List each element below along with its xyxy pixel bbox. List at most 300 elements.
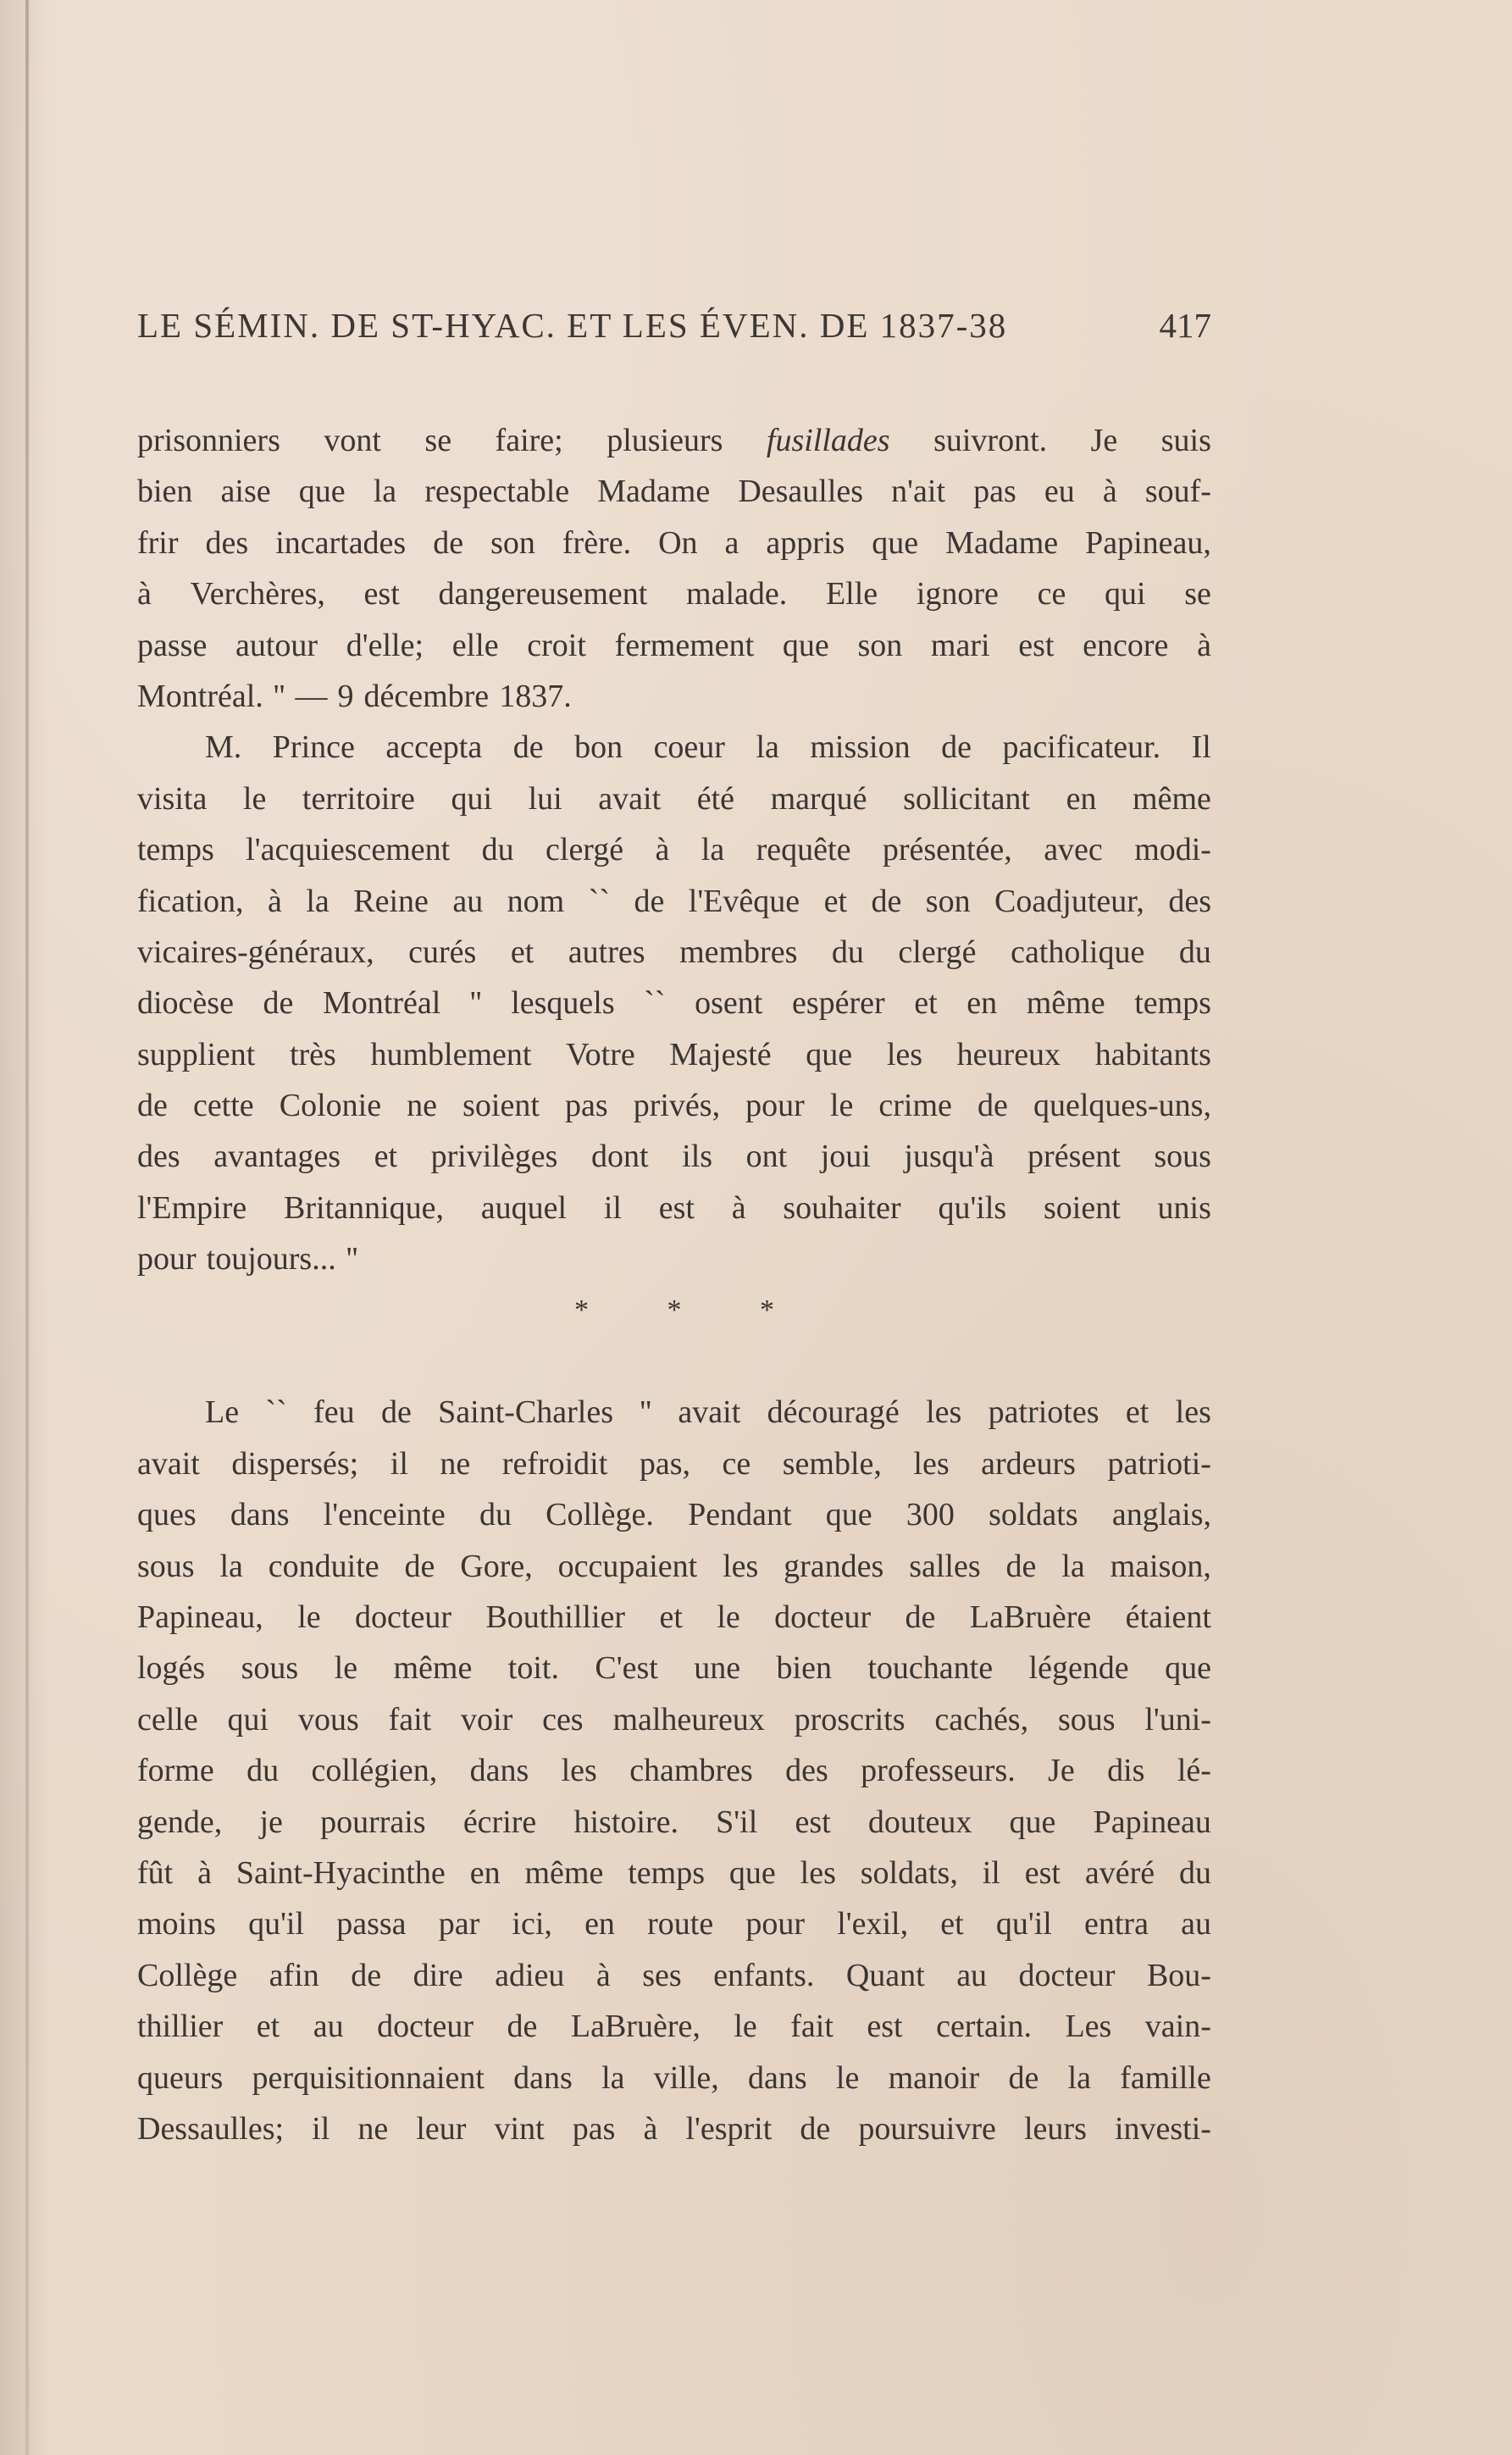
word: semble, <box>782 1445 882 1482</box>
word: l'acquiescement <box>246 832 451 868</box>
word: cette <box>192 1088 254 1124</box>
page-binding-edge <box>25 0 29 2455</box>
word: anglais, <box>1111 1497 1211 1533</box>
word: famille <box>1120 2059 1211 2096</box>
word: décembre <box>363 678 490 714</box>
text-line <box>137 1898 1211 1949</box>
word: très <box>289 1036 336 1072</box>
word: Je <box>1048 1753 1075 1789</box>
word: toujours... <box>206 1241 336 1277</box>
word: il <box>390 1445 408 1482</box>
word: avait <box>137 1445 200 1482</box>
word: en <box>469 1854 501 1891</box>
word: quelques-uns, <box>1033 1088 1211 1124</box>
text-line <box>137 927 1211 978</box>
text-line <box>137 1848 1211 1898</box>
word: Je <box>1090 423 1118 458</box>
word: la <box>756 729 779 766</box>
word: dire <box>413 1957 463 1993</box>
word: écrire <box>462 1804 537 1840</box>
word: crime <box>878 1088 952 1124</box>
word: dans <box>513 2059 573 2096</box>
word: pourrais <box>320 1804 426 1840</box>
word: est <box>867 2009 903 2045</box>
word: mission <box>810 729 911 766</box>
word: souhaiter <box>783 1189 901 1226</box>
word: humblement <box>370 1036 532 1072</box>
word: logés <box>137 1650 206 1687</box>
text-line <box>137 568 1211 619</box>
text-line <box>137 1029 1211 1080</box>
text-line <box>137 1643 1211 1693</box>
word: étaient <box>1125 1599 1211 1635</box>
word: à <box>1102 474 1117 510</box>
word: Madame <box>945 524 1059 561</box>
word: Montréal <box>323 985 441 1022</box>
word: à <box>731 1189 746 1226</box>
text-line <box>137 1233 1211 1284</box>
word: le <box>829 1088 854 1124</box>
word: l'uni- <box>1144 1701 1211 1737</box>
word: pas <box>973 474 1016 510</box>
word: présentée, <box>882 832 1012 868</box>
word: que <box>872 524 919 561</box>
word: au <box>452 883 484 919</box>
word: refroidit <box>501 1445 608 1482</box>
word: soient <box>1043 1189 1121 1226</box>
word: que <box>782 627 829 663</box>
word: souf- <box>1144 474 1211 510</box>
word: leurs <box>1023 2110 1087 2147</box>
word: pas, <box>639 1445 690 1482</box>
word: le <box>835 2059 860 2096</box>
word: chambres <box>629 1753 753 1789</box>
word: fait <box>790 2009 834 2045</box>
text-line <box>137 2001 1211 2052</box>
word: bon <box>574 729 623 766</box>
word: feu <box>313 1394 355 1431</box>
text-line <box>137 773 1211 824</box>
word: ses <box>642 1957 682 1993</box>
word: à <box>643 2110 658 2147</box>
word: pour <box>745 1906 806 1942</box>
word: ont <box>745 1139 788 1175</box>
word: habitants <box>1094 1036 1211 1072</box>
word: M. <box>205 729 242 766</box>
word: nom <box>507 883 565 919</box>
word: la <box>219 1548 243 1584</box>
word: qu'il <box>248 1906 305 1942</box>
word: passa <box>336 1906 407 1942</box>
word: Reine <box>353 883 429 919</box>
word: dis <box>1107 1753 1145 1789</box>
word: que <box>825 1497 872 1533</box>
word: requête <box>756 832 851 868</box>
word: des <box>785 1753 828 1789</box>
word: au <box>1181 1906 1211 1942</box>
word: Desaulles <box>738 474 864 510</box>
page-number: 417 <box>1159 306 1211 345</box>
word: gende, <box>137 1804 223 1840</box>
word: de <box>137 1088 168 1124</box>
paragraph-1 <box>137 415 1211 722</box>
word: '' <box>346 1241 358 1277</box>
word: fermement <box>614 627 755 663</box>
word: les <box>723 1548 759 1584</box>
word: espérer <box>791 985 885 1022</box>
word: à <box>655 832 670 868</box>
word: Le <box>205 1394 240 1431</box>
word: à <box>268 883 282 919</box>
text-line <box>137 1387 1211 1438</box>
word: respectable <box>424 474 570 510</box>
word: de <box>512 729 544 766</box>
word: à <box>137 576 152 612</box>
text-line <box>137 2103 1211 2154</box>
word: modi- <box>1134 832 1211 868</box>
word: LaBruère, <box>570 2009 701 2045</box>
word: ardeurs <box>981 1445 1076 1482</box>
word: dangereusement <box>438 576 648 612</box>
word: les <box>800 1854 836 1891</box>
word: Gore, <box>460 1548 533 1584</box>
word: vint <box>494 2110 545 2147</box>
word: les <box>886 1036 923 1072</box>
word: frère. <box>562 524 632 561</box>
word: des <box>205 524 249 561</box>
word: sollicitant <box>903 780 1030 817</box>
word: Saint-Hyacinthe <box>235 1854 446 1891</box>
word: la <box>701 832 725 868</box>
word: bien <box>137 474 193 510</box>
word: patrioti- <box>1107 1445 1211 1482</box>
word: il <box>312 2110 330 2147</box>
word: la <box>306 883 330 919</box>
word: ville, <box>653 2059 719 2096</box>
word: bien <box>776 1650 832 1687</box>
word: docteur <box>377 2009 474 2045</box>
text-line <box>137 1183 1211 1233</box>
word: pas <box>572 2110 616 2147</box>
word: touchante <box>867 1650 994 1687</box>
word: aise <box>220 474 271 510</box>
word: des <box>1168 883 1211 919</box>
word: histoire. <box>573 1804 678 1840</box>
text-line <box>137 1797 1211 1848</box>
text-line <box>137 1745 1211 1796</box>
word: grandes <box>784 1548 884 1584</box>
word: vont <box>324 423 381 458</box>
word: 9 <box>337 678 354 714</box>
text-line <box>137 876 1211 927</box>
text-line <box>137 1131 1211 1182</box>
word: suis <box>1160 423 1211 458</box>
word: enfants. <box>713 1957 815 1993</box>
word: dans <box>230 1497 290 1533</box>
word: la <box>1067 2059 1091 2096</box>
word: de <box>1008 2059 1039 2096</box>
word: la <box>601 2059 625 2096</box>
word: à <box>1197 627 1211 663</box>
word: dispersés; <box>231 1445 359 1482</box>
word: malheureux <box>612 1701 765 1737</box>
word: Saint-Charles <box>438 1394 614 1431</box>
word: pour <box>745 1088 805 1124</box>
word: même <box>524 1854 604 1891</box>
word: l'Empire <box>137 1189 247 1226</box>
text-line <box>137 1694 1211 1745</box>
word: coeur <box>653 729 725 766</box>
word: Les <box>1065 2009 1112 2045</box>
word: de <box>905 1599 936 1635</box>
text-line <box>137 518 1211 568</box>
word: Britannique, <box>284 1189 444 1226</box>
word: je <box>259 1804 283 1840</box>
word: même <box>1133 780 1211 817</box>
word: joui <box>820 1139 871 1175</box>
word: que <box>728 1854 776 1891</box>
word: avec <box>1044 832 1103 868</box>
word: qui <box>227 1701 269 1737</box>
word: incartades <box>275 524 407 561</box>
word: se <box>424 423 452 458</box>
text-line <box>137 466 1211 517</box>
word: afin <box>269 1957 319 1993</box>
word: Bouthillier <box>485 1599 626 1635</box>
word: suivront. <box>933 423 1048 458</box>
text-line <box>137 1592 1211 1643</box>
word: l'Evêque <box>688 883 800 919</box>
word: perquisitionnaient <box>252 2059 485 2096</box>
word: diocèse <box>137 985 234 1022</box>
word: collégien, <box>311 1753 438 1789</box>
word: au <box>956 1957 988 1993</box>
word: ne <box>357 2110 389 2147</box>
text-line <box>137 415 1211 466</box>
running-title: LE SÉMIN. DE ST-HYAC. ET LES ÉVEN. DE 1837-38 <box>137 306 1008 345</box>
word: son <box>857 627 903 663</box>
word: du <box>1178 934 1211 970</box>
word: jusqu'à <box>904 1139 994 1175</box>
word: qu'ils <box>938 1189 1007 1226</box>
word: légende <box>1028 1650 1129 1687</box>
word: qui <box>451 780 492 817</box>
word: les <box>1175 1394 1211 1431</box>
word: est <box>1024 1854 1061 1891</box>
text-line <box>137 1541 1211 1592</box>
word: pour <box>137 1241 197 1277</box>
word: `` <box>265 1394 287 1431</box>
word: présent <box>1027 1139 1121 1175</box>
word: son <box>925 883 971 919</box>
word: clergé <box>898 934 977 970</box>
word: a <box>724 524 739 561</box>
word: ne <box>440 1445 471 1482</box>
word: ne <box>407 1088 438 1124</box>
word: vain- <box>1144 2009 1211 2045</box>
word: lé- <box>1177 1753 1211 1789</box>
word: de <box>871 883 902 919</box>
word: forme <box>137 1753 214 1789</box>
word: et <box>823 883 848 919</box>
word: Elle <box>825 576 878 612</box>
word: accepta <box>385 729 483 766</box>
word: à <box>197 1854 212 1891</box>
word: l'exil, <box>837 1906 909 1942</box>
text-line <box>137 620 1211 671</box>
book-page <box>137 305 1211 2147</box>
word: avantages <box>213 1139 341 1175</box>
word: professeurs. <box>861 1753 1016 1789</box>
word: du <box>831 934 864 970</box>
word: Papineau <box>1093 1804 1211 1840</box>
word: pacificateur. <box>1002 729 1161 766</box>
word: est <box>795 1804 831 1840</box>
word: est <box>363 576 400 612</box>
word: de <box>404 1548 435 1584</box>
word: osent <box>695 985 763 1022</box>
word: prisonniers <box>137 423 280 458</box>
word: dans <box>748 2059 807 2096</box>
word: son <box>490 524 535 561</box>
word: Votre <box>566 1036 635 1072</box>
word: poursuivre <box>858 2110 996 2147</box>
word: de <box>800 2110 831 2147</box>
word: ici, <box>512 1906 552 1942</box>
word: soient <box>462 1088 540 1124</box>
text-line <box>137 2053 1211 2103</box>
word: '' <box>469 985 482 1022</box>
word: ils <box>682 1139 713 1175</box>
text-line <box>137 1489 1211 1540</box>
word: dont <box>591 1139 649 1175</box>
word: sous <box>1154 1139 1211 1175</box>
word: de <box>978 1088 1008 1124</box>
word: sous <box>1057 1701 1116 1737</box>
word: et <box>1125 1394 1149 1431</box>
word: et <box>510 934 534 970</box>
word: le <box>297 1599 321 1635</box>
word: Madame <box>597 474 711 510</box>
word: une <box>694 1650 741 1687</box>
word: douteux <box>867 1804 972 1840</box>
word: mari <box>930 627 990 663</box>
word: vous <box>297 1701 359 1737</box>
word: On <box>658 524 698 561</box>
word: ce <box>722 1445 751 1482</box>
word: privilèges <box>430 1139 558 1175</box>
word: vicaires-généraux, <box>137 934 374 970</box>
word: lui <box>528 780 562 817</box>
word: de <box>1005 1548 1037 1584</box>
word: fait <box>388 1701 432 1737</box>
word: Majesté <box>669 1036 772 1072</box>
word: Pendant <box>688 1497 792 1533</box>
word: qu'il <box>995 1906 1052 1942</box>
word: été <box>696 780 735 817</box>
word: fût <box>137 1854 174 1891</box>
word: territoire <box>302 780 415 817</box>
text-line <box>137 722 1211 773</box>
word: marqué <box>770 780 867 817</box>
word: fication, <box>137 883 244 919</box>
word: de <box>380 1394 412 1431</box>
section-separator: * * * <box>574 1294 810 1326</box>
text-line <box>137 1438 1211 1489</box>
word: temps <box>628 1854 705 1891</box>
text-line <box>137 1950 1211 2001</box>
word: `` <box>644 985 666 1022</box>
word: des <box>137 1139 180 1175</box>
word: se <box>1184 576 1211 612</box>
word: en <box>584 1906 615 1942</box>
word: d'elle; <box>346 627 424 663</box>
word: appris <box>766 524 845 561</box>
word: du <box>1179 1854 1211 1891</box>
word: ques <box>137 1497 197 1533</box>
word: clergé <box>546 832 624 868</box>
word: C'est <box>595 1650 658 1687</box>
word: avéré <box>1084 1854 1155 1891</box>
paragraph-gap <box>137 1336 1211 1387</box>
word: privés, <box>633 1088 721 1124</box>
word: et <box>914 985 938 1022</box>
word: est <box>658 1189 695 1226</box>
word: auquel <box>480 1189 568 1226</box>
word: est <box>1018 627 1055 663</box>
word: qui <box>1105 576 1146 612</box>
word: avait <box>598 780 662 817</box>
word: autres <box>568 934 645 970</box>
word: et <box>374 1139 398 1175</box>
word: l'esprit <box>685 2110 773 2147</box>
word: ce <box>1037 576 1066 612</box>
word: par <box>438 1906 480 1942</box>
word: même <box>393 1650 473 1687</box>
word: temps <box>1134 985 1211 1022</box>
word: sous <box>241 1650 299 1687</box>
word: adieu <box>495 1957 565 1993</box>
word: plusieurs <box>606 423 723 458</box>
word: la <box>1061 1548 1085 1584</box>
word: Dessaulles; <box>137 2110 285 2147</box>
word: en <box>1066 780 1097 817</box>
word: supplient <box>137 1036 256 1072</box>
paragraph-2 <box>137 722 1211 1284</box>
word: lesquels <box>511 985 615 1022</box>
word: le <box>717 1599 740 1635</box>
word: Bou- <box>1146 1957 1211 1993</box>
word: Quant <box>845 1957 925 1993</box>
word: de <box>634 883 665 919</box>
word: malade. <box>686 576 788 612</box>
word: que <box>1009 1804 1056 1840</box>
word: les <box>913 1445 950 1482</box>
word: eu <box>1044 474 1075 510</box>
word: Il <box>1191 729 1211 766</box>
word: à <box>595 1957 611 1993</box>
word: toit. <box>507 1650 559 1687</box>
word: membres <box>679 934 798 970</box>
word: entra <box>1084 1906 1149 1942</box>
word: de <box>941 729 972 766</box>
word: soldats, <box>860 1854 958 1891</box>
word: docteur <box>774 1599 872 1635</box>
word: faire; <box>495 423 563 458</box>
word: de <box>507 2009 538 2045</box>
word: Verchères, <box>190 576 325 612</box>
word: il <box>982 1854 1000 1891</box>
